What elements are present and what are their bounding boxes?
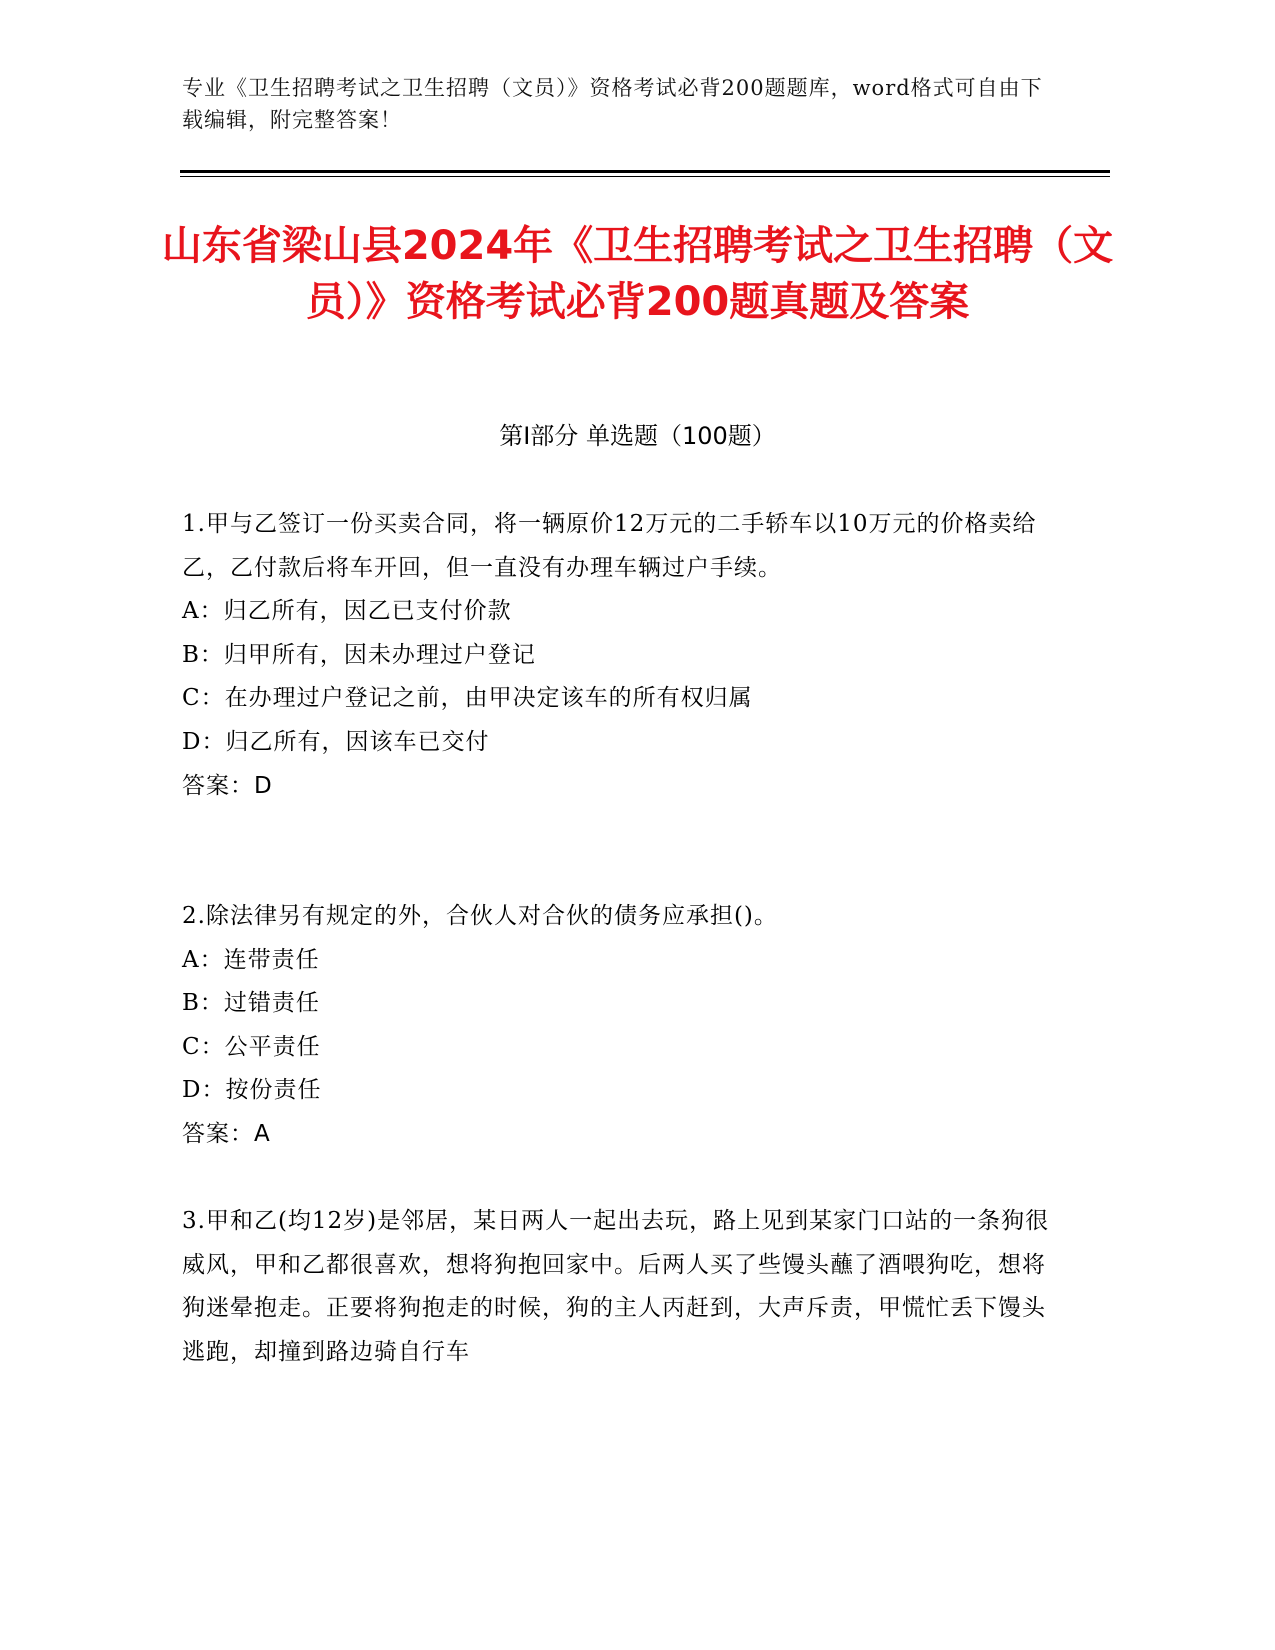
header-divider-thin	[180, 176, 1110, 177]
question-stem: 1.甲与乙签订一份买卖合同，将一辆原价12万元的二手轿车以10万元的价格卖给乙，乙付款后将车开回，但一直没有办理车辆过户手续。	[182, 511, 1037, 581]
option-b: B：过错责任	[182, 990, 320, 1017]
document-title: 山东省梁山县2024年《卫生招聘考试之卫生招聘（文员）》资格考试必背200题真题及答案	[161, 223, 1114, 325]
header-divider-thick	[180, 170, 1110, 173]
answer-label: 答案：A	[182, 1120, 271, 1147]
option-c: C：公平责任	[182, 1033, 321, 1060]
option-b: B：归甲所有，因未办理过户登记	[182, 641, 536, 668]
question-1	[182, 503, 1052, 808]
section-title: 第Ⅰ部分 单选题（100题）	[499, 422, 776, 450]
question-stem: 3.甲和乙(均12岁)是邻居，某日两人一起出去玩，路上见到某家门口站的一条狗很威风，甲和乙都很喜欢，想将狗抱回家中。后两人买了些馒头蘸了酒喂狗吃，想将狗迷晕抱走。正要将狗抱走的时候，狗的主人丙赶到，大声斥责，甲慌忙丢下馒头逃跑，却撞到路边骑自行车	[182, 1208, 1050, 1365]
option-d: D：按份责任	[182, 1077, 322, 1104]
answer-label: 答案：D	[182, 772, 273, 799]
question-stem: 2.除法律另有规定的外，合伙人对合伙的债务应承担()。	[182, 903, 778, 929]
header-note: 专业《卫生招聘考试之卫生招聘（文员）》资格考试必背200题题库，word格式可自由下载编辑，附完整答案！	[182, 76, 1043, 132]
option-c: C：在办理过户登记之前，由甲决定该车的所有权归属	[182, 685, 753, 712]
question-2	[182, 895, 1052, 1157]
option-a: A：连带责任	[182, 946, 320, 973]
option-d: D：归乙所有，因该车已交付	[182, 728, 490, 755]
question-3	[182, 1200, 1052, 1374]
option-a: A：归乙所有，因乙已支付价款	[182, 598, 512, 625]
